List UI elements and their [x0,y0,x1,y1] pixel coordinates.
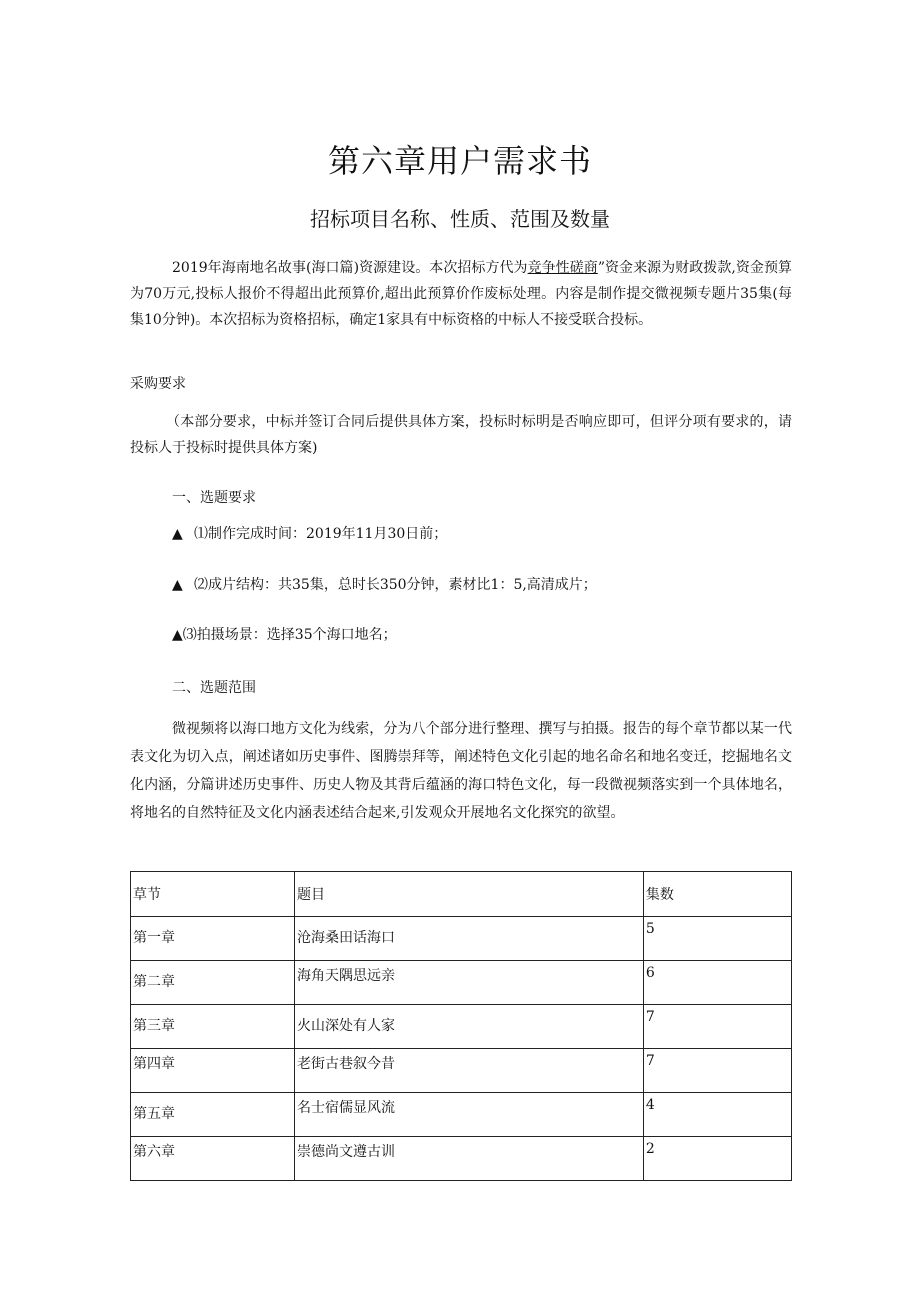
procurement-note: （本部分要求，中标并签订合同后提供具体方案，投标时标明是否响应即可，但评分项有要求的，请投标人于投标时提供具体方案) [130,414,792,456]
triangle-marker-icon: ▲ [172,526,183,542]
requirement-item-3 [172,624,397,646]
table-row [131,961,792,1005]
table-cell-topic: 老街古巷叙今昔 [295,1049,644,1093]
table-header-cell: 集数 [643,872,791,917]
requirement-item-text: ⑶拍摄场景：选择35个海口地名； [182,627,397,643]
intro-text-before: 2019年海南地名故事(海口篇)资源建设。本次招标方代为 [172,260,528,276]
section2-body: 微视频将以海口地方文化为线索，分为八个部分进行整理、撰写与拍摄。报告的每个章节都以某一代表文化为切入点，阐述诸如历史事件、图腾崇拜等，阐述特色文化引起的地名命名和地名变迁，挖掘地名文化内涵，分篇讲述历史事件、历史人物及其背后蕴涵的海口特色文化，每一段微视频落实到一个具体地名，将地名的自然特征及文化内涵表述结合起来,引发观众开展地名文化探究的欲望。 [130,721,792,821]
table-cell-chapter: 第一章 [131,917,295,961]
triangle-marker-icon: ▲ [172,577,183,593]
page-title: 第六章用户需求书 [327,142,592,180]
table-cell-episodes: 7 [643,1005,791,1049]
requirement-item-text: ⑴制作完成时间：2019年11月30日前； [194,526,448,542]
table-row [131,917,792,961]
intro-paragraph [130,255,792,333]
table-cell-topic: 沧海桑田话海口 [295,917,644,961]
requirement-item-1 [172,523,447,545]
section1-heading: 一、选题要求 [172,490,256,506]
table-cell-episodes: 2 [643,1137,791,1181]
requirement-item-text: ⑵成片结构：共35集，总时长350分钟，素材比1：5,高清成片； [194,577,597,593]
table-header-cell: 题目 [295,872,644,917]
table-cell-topic: 名士宿儒显风流 [295,1093,644,1137]
intro-underlined-term: 竞争性磋商 [527,260,598,276]
table-cell-chapter: 第五章 [131,1093,295,1137]
table-cell-episodes: 7 [643,1049,791,1093]
table-cell-chapter: 第六章 [131,1137,295,1181]
section2-heading: 二、选题范围 [172,680,256,696]
table-row [131,1093,792,1137]
table-cell-chapter: 第四章 [131,1049,295,1093]
chapters-table [130,871,792,1181]
table-cell-topic: 海角天隅思远亲 [295,961,644,1005]
triangle-marker-icon: ▲ [172,627,183,643]
requirement-item-2 [172,574,597,596]
table-cell-chapter: 第二章 [131,961,295,1005]
page-subtitle: 招标项目名称、性质、范围及数量 [310,207,610,231]
table-row [131,1137,792,1181]
table-row [131,1005,792,1049]
table-cell-chapter: 第三章 [131,1005,295,1049]
table-row [131,1049,792,1093]
intro-text-after: ”资金来源为财政拨款,资金预算为70万元,投标人报价不得超出此预算价,超出此预算价作废标处理。内容是制作提交微视频专题片35集(每集10分钟)。本次招标为资格招标，确定1家具有中标资格的中标人不接受联合投标。 [130,260,793,328]
table-cell-topic: 火山深处有人家 [295,1005,644,1049]
table-cell-episodes: 4 [643,1093,791,1137]
table-cell-episodes: 6 [643,961,791,1005]
table-header-row [131,872,792,917]
procurement-heading: 采购要求 [130,376,186,392]
table-cell-topic: 崇德尚文遵古训 [295,1137,644,1181]
table-header-cell: 草节 [131,872,295,917]
table-cell-episodes: 5 [643,917,791,961]
